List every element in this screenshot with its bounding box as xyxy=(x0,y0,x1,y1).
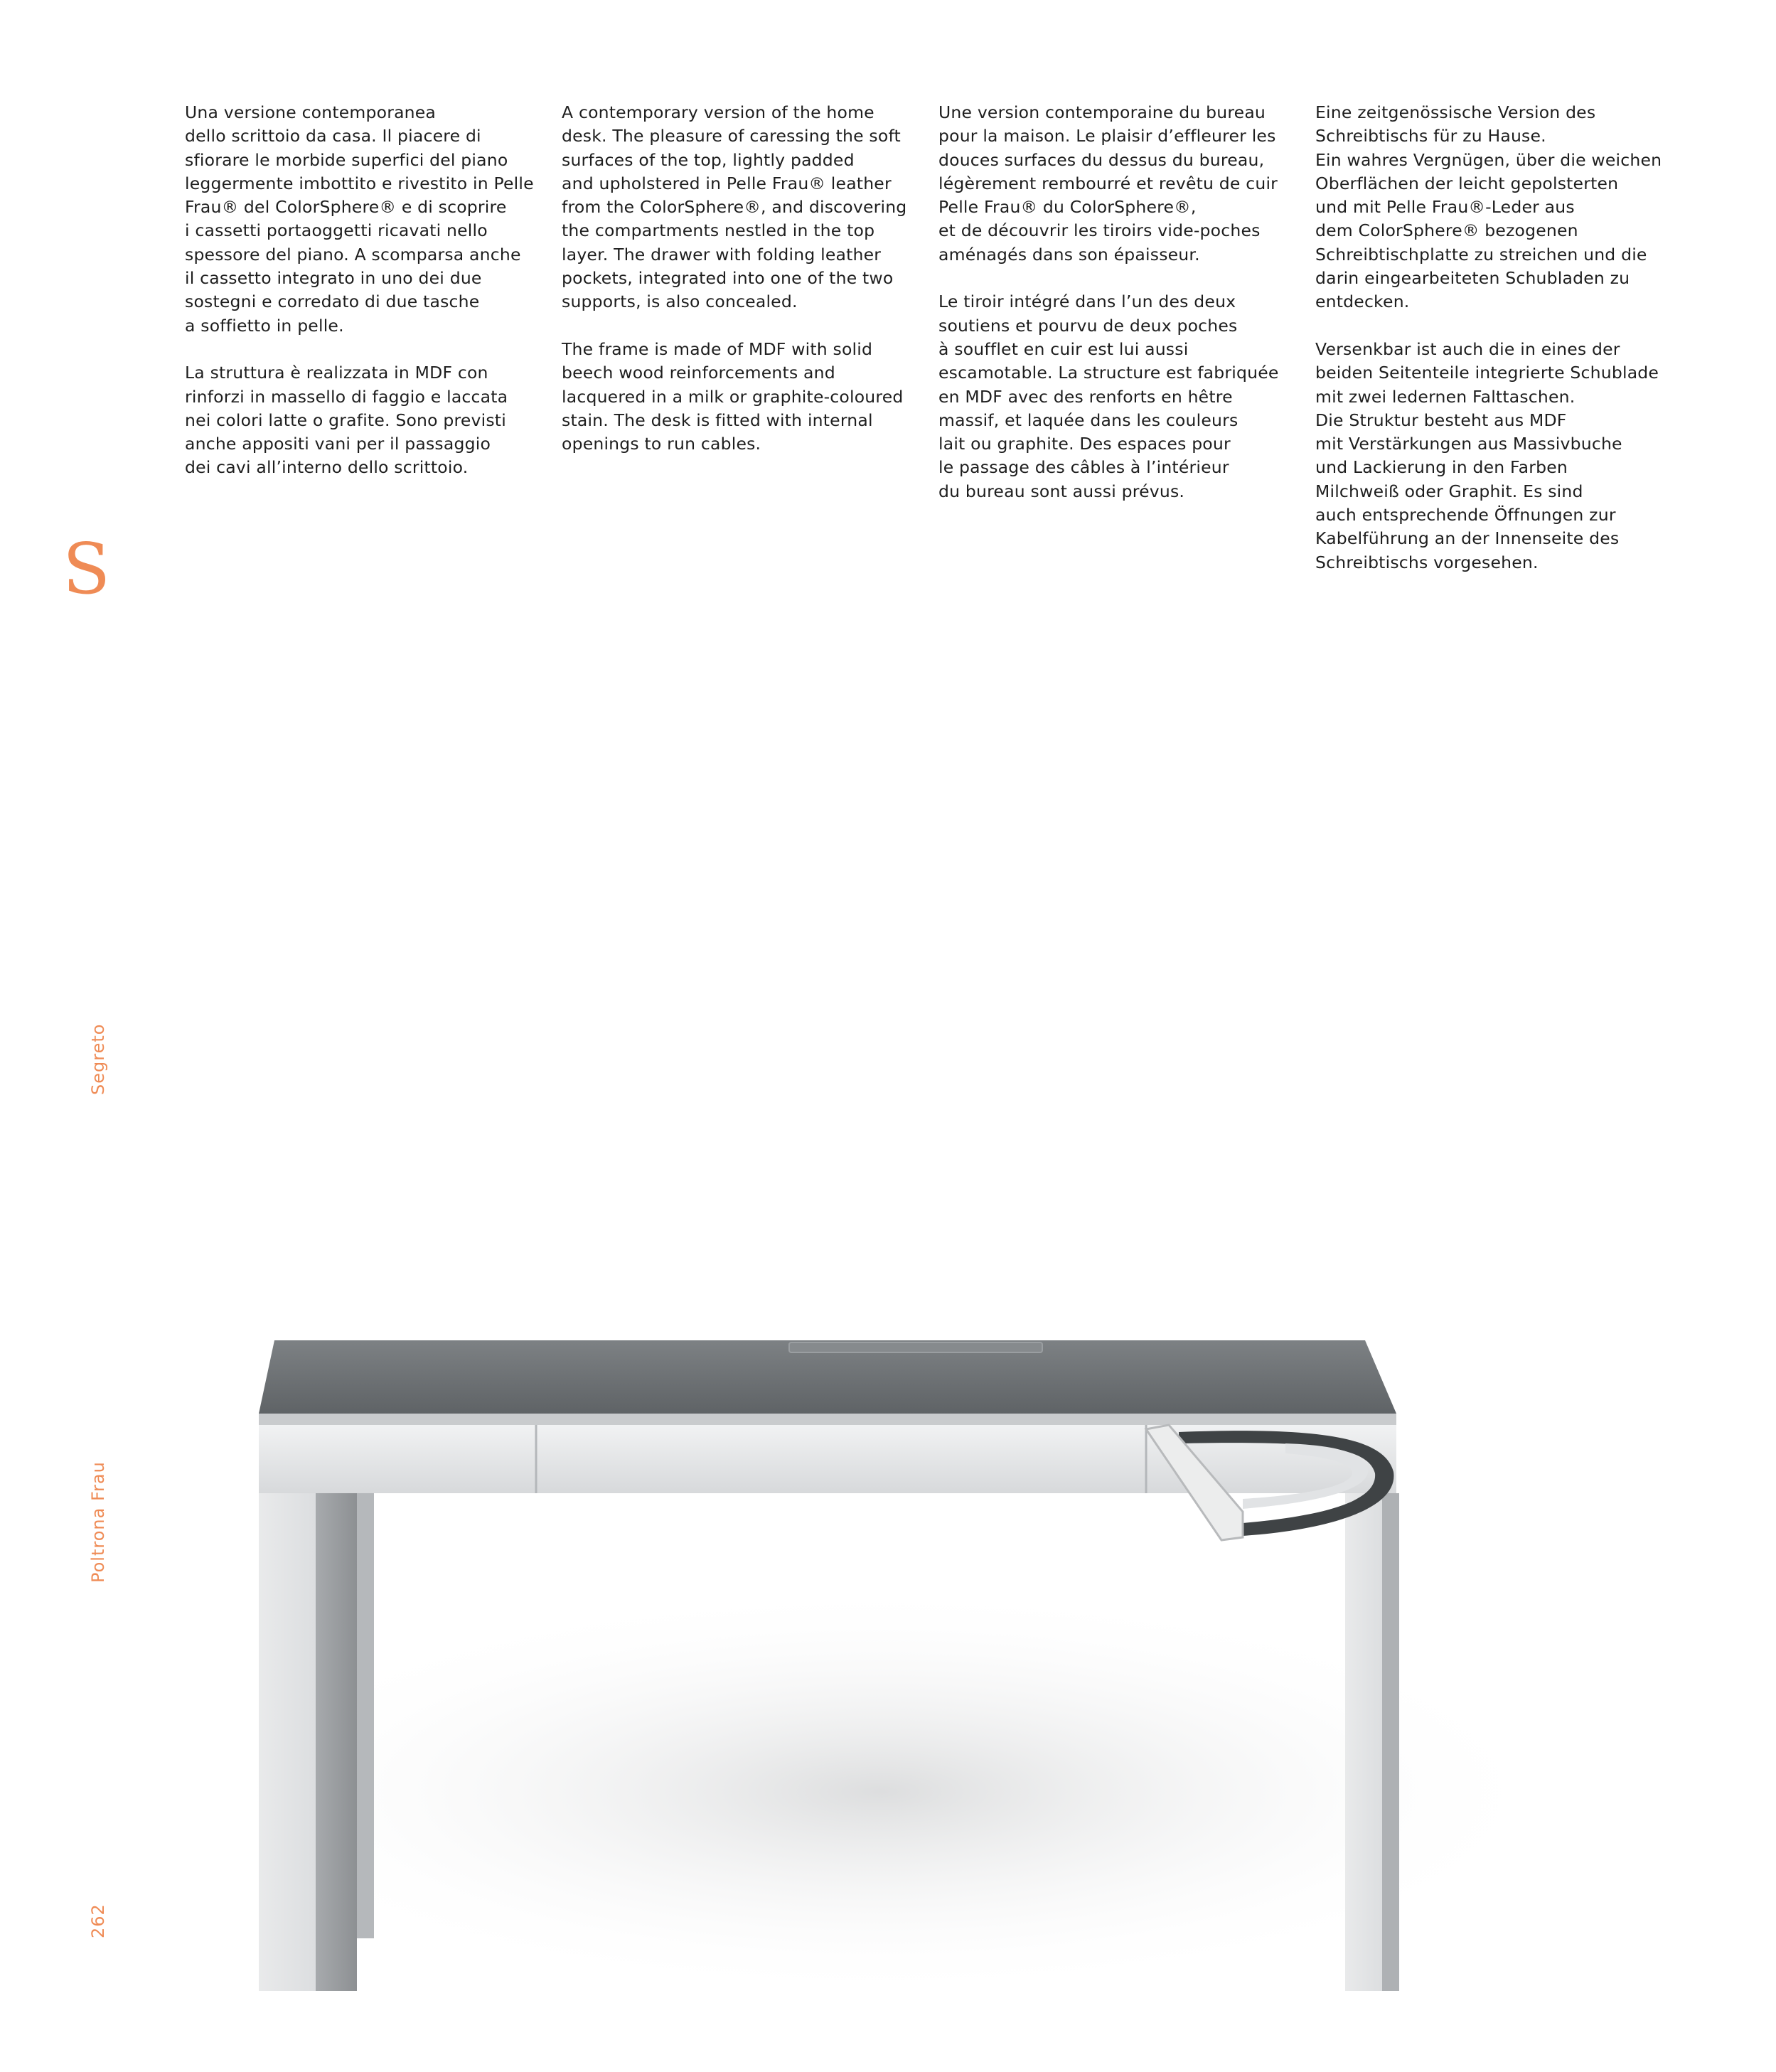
italian-paragraph-1: Una versione contemporanea dello scrittoio da casa. Il piacere di sfiorare le morbide superfici del piano leggermente imbottito e rivestito in Pelle Frau® del ColorSphere® e di scoprire i cassetti portaoggetti ricavati nello spessore del piano. A scomparsa anche il cassetto integrato in uno dei due sostegni e corredato di due tasche a soffietto in pelle. xyxy=(185,102,534,336)
english-paragraph-2: The frame is made of MDF with solid beech wood reinforcements and lacquered in a milk or graphite-coloured stain. The desk is fitted with internal openings to run cables. xyxy=(562,338,904,454)
text-column-french xyxy=(938,101,1298,527)
desk-photo xyxy=(219,1301,1558,2012)
desk-illustration xyxy=(219,1301,1558,2012)
brand-label: Poltrona Frau xyxy=(88,1461,108,1583)
page-number: 262 xyxy=(88,1903,108,1938)
german-paragraph-2: Versenkbar ist auch die in eines der beiden Seitenteile integrierte Schublade mit zwei ledernen Falttaschen. Die Struktur besteht aus MDF mit Verstärkungen aus Massivbuche und Lackierung in den Farben Milchweiß oder Graphit. Es sind auch entsprechende Öffnungen zur Kabelführung an der Innenseite des Schreibtischs vorgesehen. xyxy=(1315,338,1659,572)
english-paragraph-1: A contemporary version of the home desk. The pleasure of caressing the soft surfaces of the top, lightly padded and upholstered in Pelle Frau® leather from the ColorSphere®, and discovering the compartments nestled in the top layer. The drawer with folding leather pockets, integrated into one of the two supports, is also concealed. xyxy=(562,102,907,312)
right-leg-side xyxy=(1382,1493,1399,1991)
text-column-italian xyxy=(185,101,544,503)
french-paragraph-2: Le tiroir intégré dans l’un des deux soutiens et pourvu de deux poches à soufflet en cuir est lui aussi escamotable. La structure est fabriquée en MDF avec des renforts en hêtre massif, et laquée dans les couleurs lait ou graphite. Des espaces pour le passage des câbles à l’intérieur du bureau sont aussi prévus. xyxy=(938,292,1279,501)
text-column-german xyxy=(1315,101,1674,598)
german-paragraph-1: Eine zeitgenössische Version des Schreibtischs für zu Hause. Ein wahres Vergnügen, über die weichen Oberflächen der leicht gepolsterten und mit Pelle Frau®-Leder aus dem ColorSphere® bezogenen Schreibtischplatte zu streichen und die darin eingearbeiteten Schubladen zu entdecken. xyxy=(1315,102,1662,312)
section-initial-letter: S xyxy=(63,529,111,610)
section-label: Segreto xyxy=(88,1023,108,1095)
right-leg-front xyxy=(1345,1493,1382,1991)
left-leg-inner xyxy=(357,1493,374,1938)
left-leg-side xyxy=(316,1493,357,1991)
cable-port xyxy=(789,1342,1042,1352)
desk-top-edge xyxy=(259,1414,1396,1425)
italian-paragraph-2: La struttura è realizzata in MDF con rinforzi in massello di faggio e laccata nei colori latte o grafite. Sono previsti anche appositi vani per il passaggio dei cavi all’interno dello scrittoio. xyxy=(185,363,508,478)
left-leg-front xyxy=(259,1493,316,1991)
french-paragraph-1: Une version contemporaine du bureau pour la maison. Le plaisir d’effleurer les douces surfaces du dessus du bureau, légèrement rembourré et revêtu de cuir Pelle Frau® du ColorSphere®, et de découvrir les tiroirs vide-poches aménagés dans son épaisseur. xyxy=(938,102,1278,265)
text-column-english xyxy=(562,101,921,480)
